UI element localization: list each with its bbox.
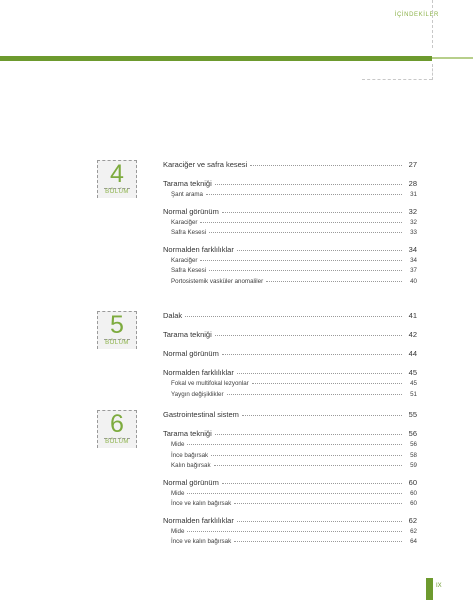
toc-dot-leader xyxy=(215,434,402,435)
toc-entry-title: Karaciğer xyxy=(171,256,198,264)
toc-entry[interactable] xyxy=(163,429,417,438)
toc-dot-leader xyxy=(185,316,402,317)
toc-subentry[interactable] xyxy=(163,528,417,535)
chapter-badge xyxy=(97,410,137,448)
toc-entry[interactable] xyxy=(163,160,417,169)
header-green-bar-extension xyxy=(432,57,473,59)
toc-dot-leader xyxy=(266,281,402,282)
toc-entry[interactable] xyxy=(163,311,417,320)
toc-subentry[interactable] xyxy=(163,391,417,398)
toc-dot-leader xyxy=(227,394,402,395)
toc-page-number: 60 xyxy=(410,500,417,507)
toc-page-number: 40 xyxy=(410,277,417,285)
toc-dot-leader xyxy=(206,194,402,195)
toc-entry-title: Normalden farklılıklar xyxy=(163,515,234,525)
toc-subentry[interactable] xyxy=(163,538,417,545)
toc-page-number: 56 xyxy=(408,429,417,438)
toc-subentry[interactable] xyxy=(163,219,417,226)
header-dashed-rule xyxy=(362,79,432,80)
toc-dot-leader xyxy=(222,483,402,484)
toc-entry-title: Karaciğer ve safra kesesi xyxy=(163,160,248,169)
toc-subentry[interactable] xyxy=(163,380,417,387)
chapter-label: BÖLÜM xyxy=(105,340,129,346)
toc-entry-title: Mide xyxy=(171,489,185,497)
toc-page-number: 56 xyxy=(410,441,417,448)
chapter-badge xyxy=(97,160,137,198)
toc-dot-leader xyxy=(187,493,402,494)
toc-dot-leader xyxy=(222,354,402,355)
toc-entry[interactable] xyxy=(163,410,417,419)
toc-entry-title: Normal görünüm xyxy=(163,477,219,487)
toc-page-number: 62 xyxy=(410,527,417,535)
toc-entry-title: Normal görünüm xyxy=(163,349,219,358)
toc-dot-leader xyxy=(211,455,402,456)
toc-page-number: 37 xyxy=(410,267,417,274)
toc-entry-title: Gastrointestinal sistem xyxy=(163,410,239,419)
toc-dot-leader xyxy=(234,503,402,504)
toc-entry-title: Normalden farklılıklar xyxy=(163,368,234,377)
toc-entry-title: Mide xyxy=(171,527,185,535)
toc-page-number: 58 xyxy=(410,451,417,459)
toc-entry-title: Tarama tekniği xyxy=(163,429,212,438)
toc-entry-title: Yaygın değişiklikler xyxy=(171,390,224,398)
toc-entry-title: Kalın bağırsak xyxy=(171,462,211,469)
toc-subentry[interactable] xyxy=(163,452,417,459)
toc-dot-leader xyxy=(252,383,402,384)
toc-subentry[interactable] xyxy=(163,278,417,285)
toc-page-number: 55 xyxy=(408,410,417,419)
toc-dot-leader xyxy=(237,373,402,374)
toc-dot-leader xyxy=(250,165,402,166)
toc-subentry[interactable] xyxy=(163,441,417,448)
toc-subentry[interactable] xyxy=(163,462,417,469)
toc-dot-leader xyxy=(215,335,402,336)
toc-dot-leader xyxy=(242,415,402,416)
chapter-number: 5 xyxy=(110,311,124,339)
toc-dot-leader xyxy=(187,531,402,532)
page-number: IX xyxy=(436,583,442,589)
toc-entry-title: Normal görünüm xyxy=(163,206,219,216)
chapter-number: 4 xyxy=(110,160,124,188)
toc-dot-leader xyxy=(214,465,402,466)
toc-entry-title: Safra Kesesi xyxy=(171,229,207,236)
toc-subentry[interactable] xyxy=(163,257,417,264)
header-dashed-guide xyxy=(432,0,433,48)
toc-entry-title: Mide xyxy=(171,441,185,448)
toc-entry[interactable] xyxy=(163,179,417,188)
chapter-number: 6 xyxy=(110,410,124,438)
toc-entry-title: Dalak xyxy=(163,311,183,320)
toc-entry[interactable] xyxy=(163,330,417,339)
toc-page-number: 27 xyxy=(408,160,417,169)
toc-entry[interactable] xyxy=(163,478,417,487)
header-dashed-guide-lower xyxy=(432,64,433,80)
toc-dot-leader xyxy=(200,222,402,223)
toc-entry[interactable] xyxy=(163,349,417,358)
toc-dot-leader xyxy=(215,184,402,185)
page-header-title: İÇİNDEKİLER xyxy=(394,12,439,18)
toc-page-number: 32 xyxy=(410,218,417,226)
toc-page-number: 60 xyxy=(410,489,417,497)
chapter-badge xyxy=(97,311,137,349)
header-green-bar xyxy=(0,56,432,61)
toc-entry-title: Tarama tekniği xyxy=(163,330,212,339)
toc-page-number: 34 xyxy=(410,256,417,264)
toc-page-number: 42 xyxy=(408,330,417,339)
toc-dot-leader xyxy=(209,270,402,271)
toc-entry-title: Şant arama xyxy=(171,191,203,198)
toc-entry-title: İnce ve kalın bağırsak xyxy=(171,538,232,545)
toc-dot-leader xyxy=(237,521,402,522)
toc-page-number: 62 xyxy=(408,515,417,525)
folio-bar xyxy=(426,578,433,600)
toc-page-number: 60 xyxy=(408,477,417,487)
toc-subentry[interactable] xyxy=(163,267,417,274)
toc-page-number: 45 xyxy=(408,368,417,377)
toc-page-number: 59 xyxy=(410,462,417,469)
chapter-label: BÖLÜM xyxy=(105,189,129,195)
toc-dot-leader xyxy=(234,541,402,542)
toc-entry-title: Portosistemik vasküler anomaliler xyxy=(171,277,264,285)
toc-entry-title: Normalden farklılıklar xyxy=(163,244,234,254)
toc-entry-title: Karaciğer xyxy=(171,218,198,226)
toc-entry[interactable] xyxy=(163,207,417,216)
toc-entry[interactable] xyxy=(163,516,417,525)
toc-page-number: 44 xyxy=(408,349,417,358)
toc-entry-title: İnce ve kalın bağırsak xyxy=(171,500,232,507)
toc-dot-leader xyxy=(187,444,402,445)
toc-page-number: 33 xyxy=(410,229,417,236)
toc-dot-leader xyxy=(209,232,402,233)
toc-page-number: 28 xyxy=(408,179,417,188)
toc-subentry[interactable] xyxy=(163,191,417,198)
toc-page-number: 45 xyxy=(410,380,417,387)
toc-page-number: 31 xyxy=(410,191,417,198)
toc-dot-leader xyxy=(222,212,402,213)
toc-entry[interactable] xyxy=(163,368,417,377)
toc-page-number: 51 xyxy=(410,390,417,398)
toc-subentry[interactable] xyxy=(163,229,417,236)
toc-page-number: 64 xyxy=(410,538,417,545)
toc-entry-title: Fokal ve multifokal lezyonlar xyxy=(171,380,249,387)
toc-subentry[interactable] xyxy=(163,500,417,507)
chapter-label: BÖLÜM xyxy=(105,439,129,445)
toc-subentry[interactable] xyxy=(163,490,417,497)
toc-page-number: 32 xyxy=(408,206,417,216)
toc-entry-title: Safra Kesesi xyxy=(171,267,207,274)
toc-page-number: 41 xyxy=(408,311,417,320)
toc-dot-leader xyxy=(200,260,402,261)
toc-page-number: 34 xyxy=(408,244,417,254)
toc-entry-title: Tarama tekniği xyxy=(163,179,212,188)
toc-entry-title: İnce bağırsak xyxy=(171,451,209,459)
toc-dot-leader xyxy=(237,250,402,251)
toc-entry[interactable] xyxy=(163,245,417,254)
